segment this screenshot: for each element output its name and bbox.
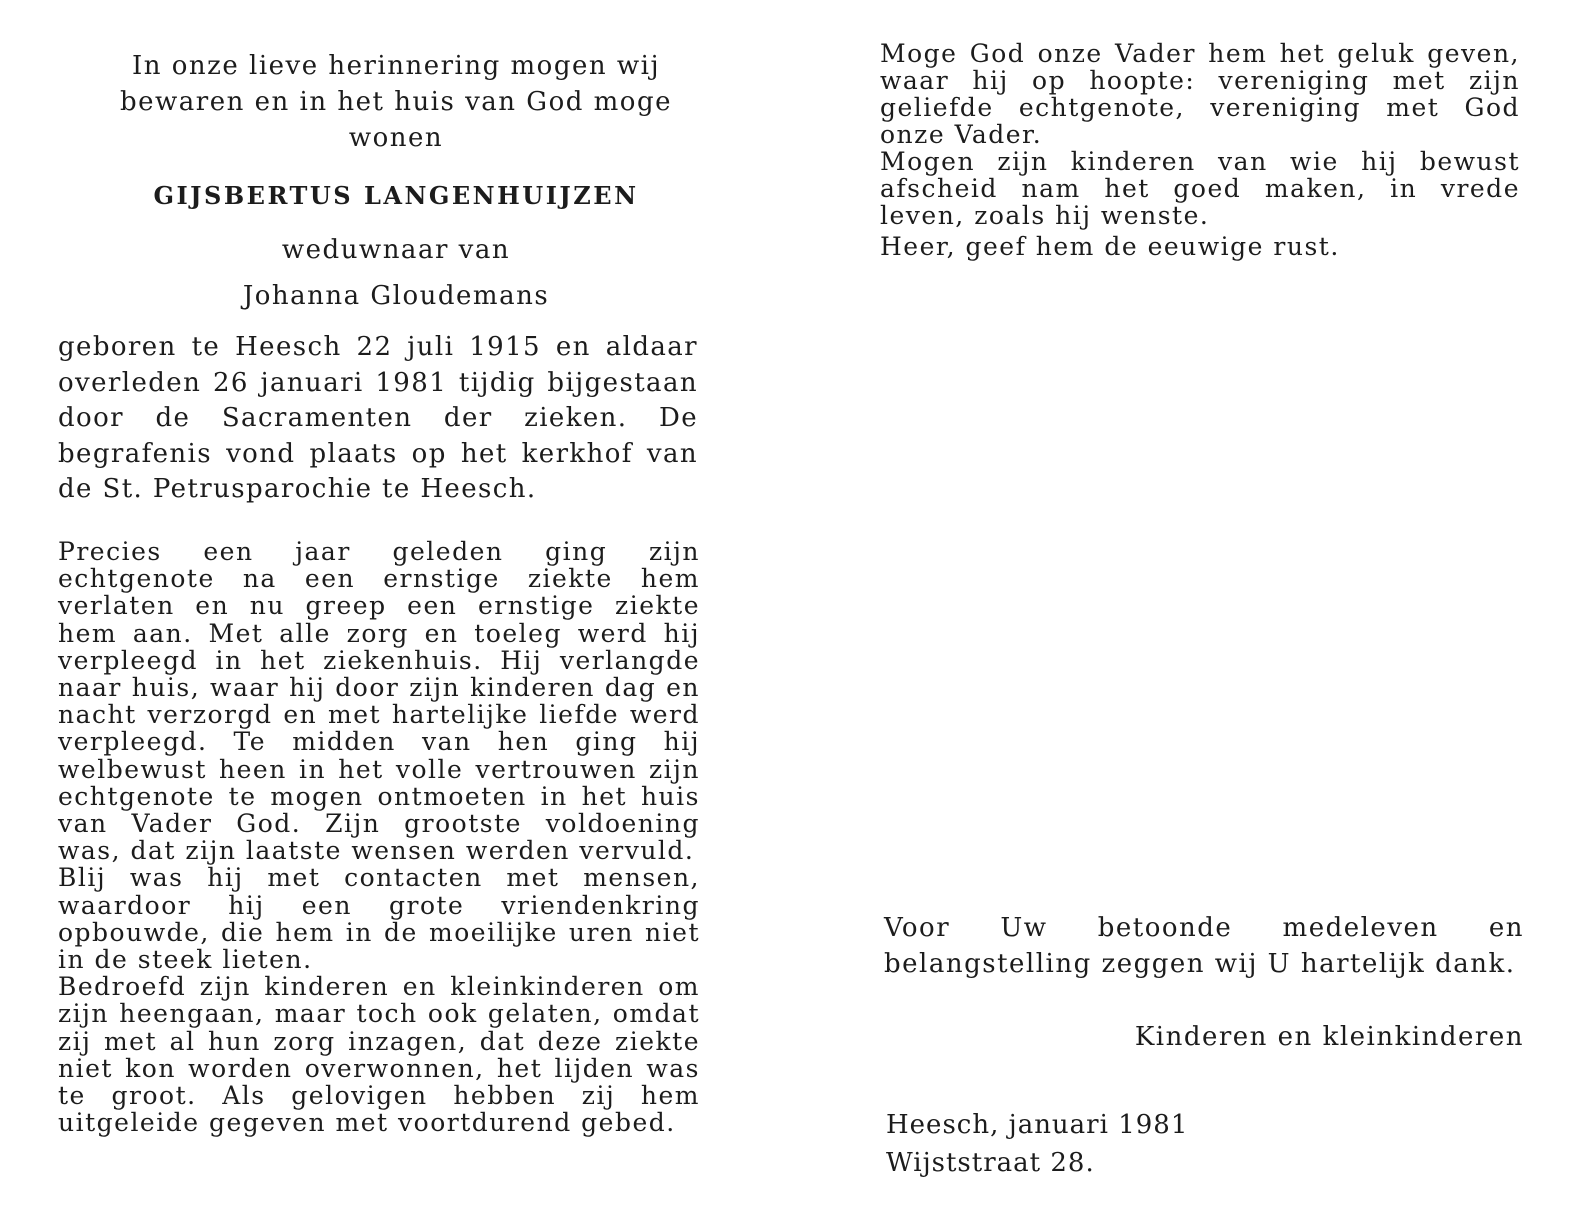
widower-label: weduwnaar van (281, 235, 511, 265)
place-date-block (886, 1106, 1526, 1182)
memorial-paragraph-3: Bedroefd zijn kinderen en kleinkinderen om zijn heengaan, maar toch ook gelaten, omdat zij met al hun zorg inzagen, dat deze ziekte niet kon worden overwonnen, het lijden was te groot. Als gelovigen hebben zij hem uitgeleide gegeven met voortdurend gebed. (58, 972, 700, 1138)
family-signature: Kinderen en kleinkinderen (1134, 1022, 1524, 1052)
spouse-name: Johanna Gloudemans (242, 281, 550, 311)
place-date: Heesch, januari 1981 (886, 1110, 1189, 1140)
memorial-paragraph-1: Precies een jaar geleden ging zijn echtgenote na een ernstige ziekte hem verlaten en nu greep een ernstige ziekte hem aan. Met alle zorg en toeleg werd hij verpleegd in het ziekenhuis. Hij verlangde naar huis, waar hij door zijn kinderen dag en nacht verzorgd en met hartelijke liefde werd verpleegd. Te midden van hen ging hij welbewust heen in het volle vertrouwen zijn echtgenote te mogen ontmoeten in het huis van Vader God. Zijn grootste voldoening was, dat zijn laatste wensen werden vervuld. (58, 537, 700, 866)
prayer-paragraph-1: Moge God onze Vader hem het geluk geven, waar hij op hoopte: vereniging met zijn geliefde echtgenote, vereniging met God onze Vader. (880, 39, 1520, 149)
prayer-text (880, 40, 1520, 229)
memorial-paragraph-2: Blij was hij met contacten met mensen, waardoor hij een grote vriendenkring opbouwde, die hem in de moeilijke uren niet in de steek lieten. (58, 863, 700, 975)
address: Wijststraat 28. (886, 1148, 1095, 1178)
prayer-paragraph-2: Mogen zijn kinderen van wie hij bewust afscheid nam het goed maken, in vrede leven, zoals hij wenste. (880, 147, 1520, 230)
intro-text: In onze lieve herinnering mogen wij bewaren en in het huis van God moge wonen (120, 51, 672, 153)
deceased-name: GIJSBERTUS LANGENHUIJZEN (153, 181, 639, 210)
memorial-text (58, 538, 700, 1136)
thanks-paragraph: Voor Uw betoonde medeleven en belangstelling zeggen wij U hartelijk dank. (884, 913, 1524, 979)
eternal-rest-line: Heer, geef hem de eeuwige rust. (880, 232, 1340, 261)
birth-death-paragraph: geboren te Heesch 22 juli 1915 en aldaar overleden 26 januari 1981 tijdig bijgestaan door de Sacramenten der zieken. De begrafenis vond plaats op het kerkhof van de St. Petrusparochie te Heesch. (58, 332, 698, 504)
